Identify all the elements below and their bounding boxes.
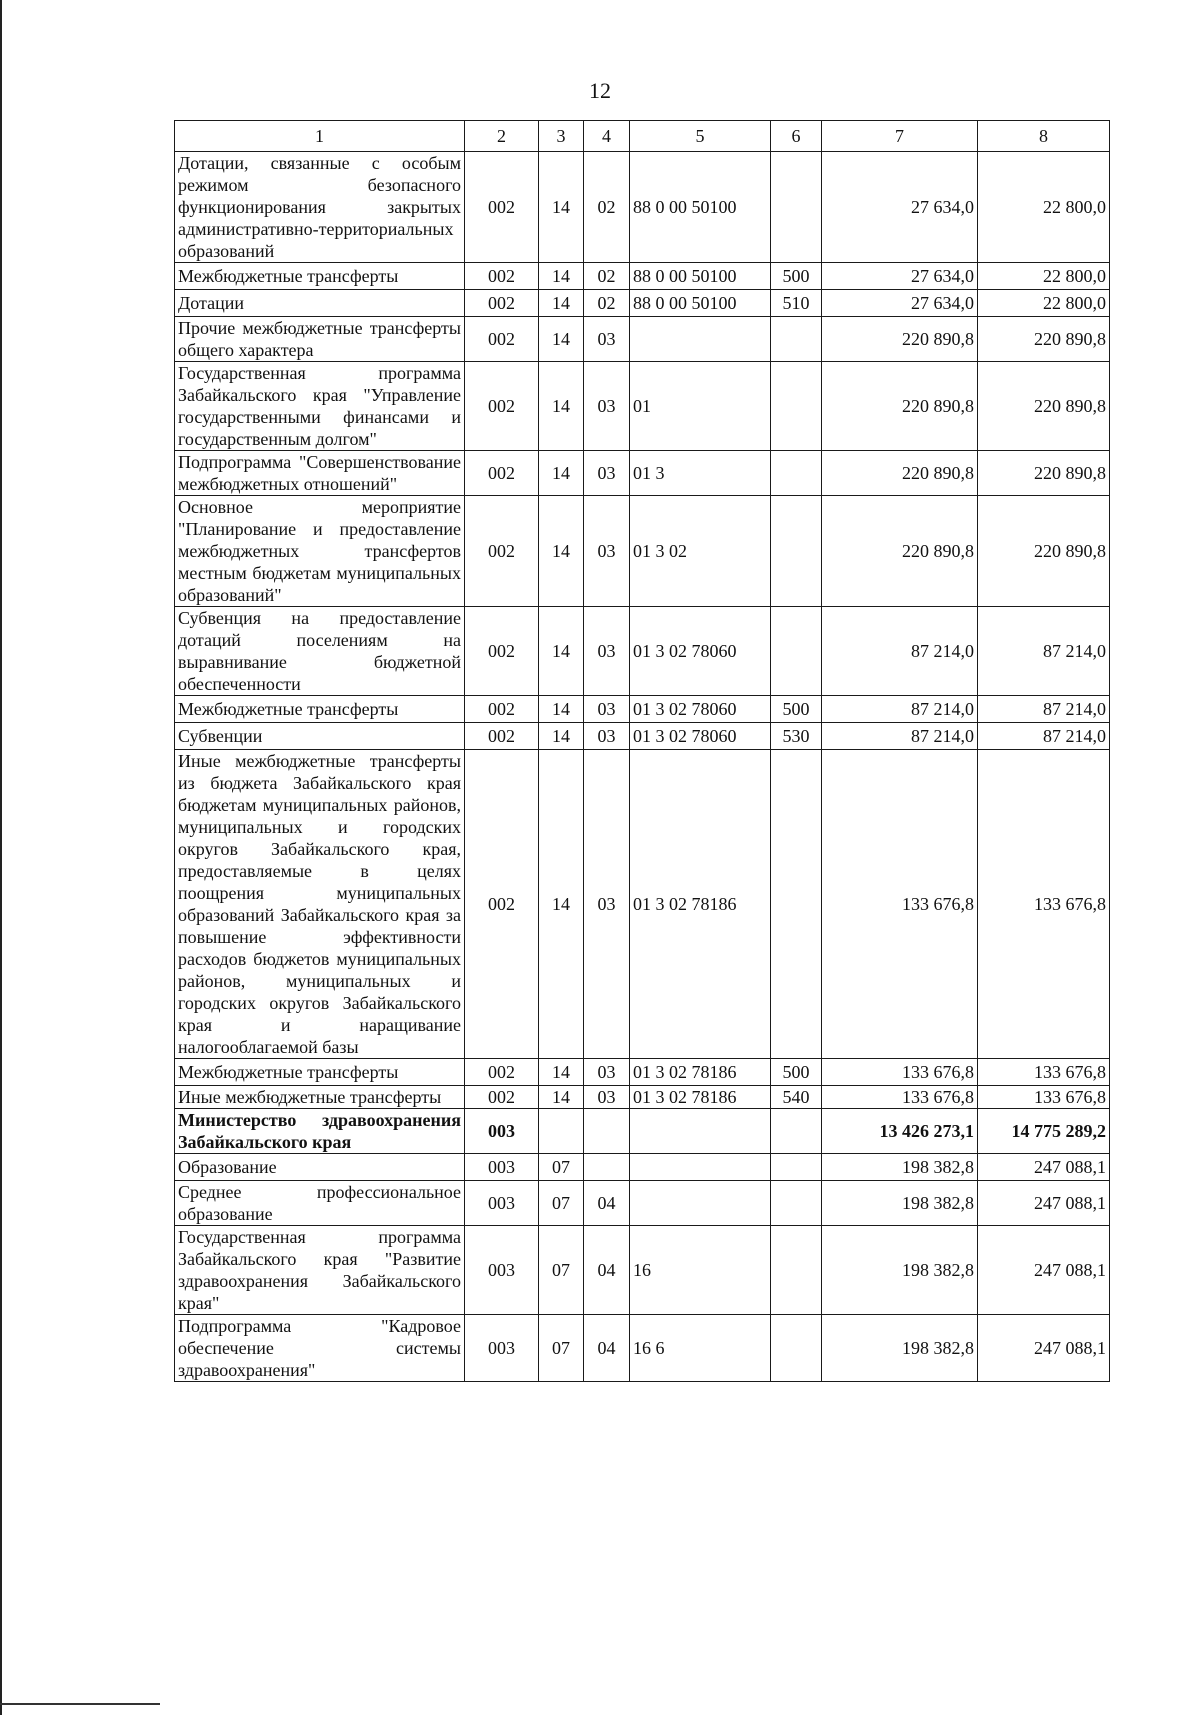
subsection-cell: 03	[584, 696, 630, 723]
ministry-code-cell: 002	[465, 263, 539, 290]
amount-year1-cell: 220 890,8	[822, 496, 978, 607]
row-name-cell: Государственная программа Забайкальского края "Развитие здравоохранения Забайкальского края"	[175, 1226, 465, 1315]
target-article-cell: 88 0 00 50100	[630, 263, 771, 290]
ministry-code-cell: 003	[465, 1181, 539, 1226]
ministry-code-cell: 002	[465, 723, 539, 750]
amount-year2-cell: 220 890,8	[978, 317, 1110, 362]
amount-year2-cell: 220 890,8	[978, 496, 1110, 607]
amount-year2-cell: 247 088,1	[978, 1226, 1110, 1315]
ministry-code-cell: 002	[465, 152, 539, 263]
expense-type-cell	[771, 451, 822, 496]
amount-year2-cell: 87 214,0	[978, 723, 1110, 750]
section-cell: 07	[539, 1154, 584, 1181]
amount-year2-cell: 87 214,0	[978, 696, 1110, 723]
target-article-cell: 88 0 00 50100	[630, 290, 771, 317]
row-name-cell: Подпрограмма "Кадровое обеспечение системы здравоохранения"	[175, 1315, 465, 1382]
row-name-cell: Прочие межбюджетные трансферты общего характера	[175, 317, 465, 362]
amount-year1-cell: 27 634,0	[822, 263, 978, 290]
table-row	[175, 1154, 1110, 1181]
target-article-cell: 01 3 02 78186	[630, 1086, 771, 1109]
amount-year2-cell: 87 214,0	[978, 607, 1110, 696]
ministry-code-cell: 002	[465, 317, 539, 362]
ministry-code-cell: 002	[465, 1086, 539, 1109]
expense-type-cell	[771, 1154, 822, 1181]
ministry-code-cell: 003	[465, 1109, 539, 1154]
expense-type-cell	[771, 1109, 822, 1154]
subsection-cell: 03	[584, 317, 630, 362]
expense-type-cell: 500	[771, 263, 822, 290]
section-cell: 14	[539, 317, 584, 362]
row-name-cell: Дотации, связанные с особым режимом безопасного функционирования закрытых административно-территориальных образований	[175, 152, 465, 263]
expense-type-cell	[771, 1315, 822, 1382]
amount-year2-cell: 22 800,0	[978, 152, 1110, 263]
header-cell: 6	[771, 121, 822, 152]
expense-type-cell: 530	[771, 723, 822, 750]
table-row	[175, 1226, 1110, 1315]
section-cell: 14	[539, 696, 584, 723]
amount-year2-cell: 14 775 289,2	[978, 1109, 1110, 1154]
bottom-margin-rule	[0, 1703, 160, 1705]
target-article-cell: 88 0 00 50100	[630, 152, 771, 263]
table-row	[175, 317, 1110, 362]
ministry-code-cell: 003	[465, 1315, 539, 1382]
ministry-code-cell: 002	[465, 696, 539, 723]
row-name-cell: Субвенции	[175, 723, 465, 750]
expense-type-cell	[771, 362, 822, 451]
target-article-cell: 01 3 02	[630, 496, 771, 607]
subsection-cell: 03	[584, 451, 630, 496]
row-name-cell: Дотации	[175, 290, 465, 317]
target-article-cell: 01 3	[630, 451, 771, 496]
ministry-code-cell: 003	[465, 1154, 539, 1181]
target-article-cell: 16	[630, 1226, 771, 1315]
row-name-cell: Субвенция на предоставление дотаций поселениям на выравнивание бюджетной обеспеченности	[175, 607, 465, 696]
target-article-cell	[630, 1181, 771, 1226]
amount-year1-cell: 13 426 273,1	[822, 1109, 978, 1154]
table-row	[175, 496, 1110, 607]
subsection-cell: 03	[584, 750, 630, 1059]
amount-year2-cell: 220 890,8	[978, 451, 1110, 496]
row-name-cell: Иные межбюджетные трансферты из бюджета Забайкальского края бюджетам муниципальных районов, муниципальных и городских округов Забайкальского края, предоставляемые в целях поощрения муниципальных образований Забайкальского края за повышение эффективности расходов бюджетов муниципальных районов, муниципальных и городских округов Забайкальского края и наращивание налогооблагаемой базы	[175, 750, 465, 1059]
expense-type-cell	[771, 317, 822, 362]
subsection-cell	[584, 1154, 630, 1181]
target-article-cell: 16 6	[630, 1315, 771, 1382]
table-row	[175, 696, 1110, 723]
subsection-cell: 03	[584, 1059, 630, 1086]
target-article-cell: 01 3 02 78186	[630, 750, 771, 1059]
row-name-cell: Министерство здравоохранения Забайкальского края	[175, 1109, 465, 1154]
amount-year2-cell: 247 088,1	[978, 1181, 1110, 1226]
table-row	[175, 362, 1110, 451]
expense-type-cell	[771, 1226, 822, 1315]
table-row	[175, 1059, 1110, 1086]
table-row	[175, 152, 1110, 263]
subsection-cell: 04	[584, 1315, 630, 1382]
row-name-cell: Основное мероприятие "Планирование и предоставление межбюджетных трансфертов местным бюджетам муниципальных образований"	[175, 496, 465, 607]
expense-type-cell: 540	[771, 1086, 822, 1109]
table-row	[175, 1315, 1110, 1382]
ministry-code-cell: 002	[465, 451, 539, 496]
amount-year1-cell: 220 890,8	[822, 317, 978, 362]
subsection-cell: 02	[584, 152, 630, 263]
table-row	[175, 607, 1110, 696]
amount-year2-cell: 220 890,8	[978, 362, 1110, 451]
amount-year2-cell: 133 676,8	[978, 1059, 1110, 1086]
ministry-code-cell: 003	[465, 1226, 539, 1315]
amount-year1-cell: 87 214,0	[822, 607, 978, 696]
amount-year1-cell: 198 382,8	[822, 1181, 978, 1226]
table-row	[175, 750, 1110, 1059]
header-cell: 8	[978, 121, 1110, 152]
target-article-cell: 01 3 02 78060	[630, 723, 771, 750]
header-cell: 7	[822, 121, 978, 152]
section-cell: 14	[539, 607, 584, 696]
section-cell: 14	[539, 290, 584, 317]
section-cell: 14	[539, 1059, 584, 1086]
table-row	[175, 723, 1110, 750]
target-article-cell: 01 3 02 78186	[630, 1059, 771, 1086]
subsection-cell: 02	[584, 263, 630, 290]
row-name-cell: Межбюджетные трансферты	[175, 263, 465, 290]
amount-year1-cell: 198 382,8	[822, 1315, 978, 1382]
amount-year2-cell: 247 088,1	[978, 1315, 1110, 1382]
table-row	[175, 290, 1110, 317]
amount-year1-cell: 220 890,8	[822, 451, 978, 496]
subsection-cell	[584, 1109, 630, 1154]
subsection-cell: 03	[584, 1086, 630, 1109]
amount-year1-cell: 87 214,0	[822, 696, 978, 723]
target-article-cell: 01 3 02 78060	[630, 696, 771, 723]
section-cell: 14	[539, 362, 584, 451]
ministry-code-cell: 002	[465, 1059, 539, 1086]
left-margin-rule	[0, 0, 2, 1715]
section-cell: 14	[539, 1086, 584, 1109]
row-name-cell: Среднее профессиональное образование	[175, 1181, 465, 1226]
subsection-cell: 03	[584, 723, 630, 750]
amount-year1-cell: 27 634,0	[822, 152, 978, 263]
ministry-code-cell: 002	[465, 290, 539, 317]
target-article-cell: 01	[630, 362, 771, 451]
ministry-code-cell: 002	[465, 362, 539, 451]
amount-year2-cell: 22 800,0	[978, 290, 1110, 317]
row-name-cell: Иные межбюджетные трансферты	[175, 1086, 465, 1109]
amount-year1-cell: 133 676,8	[822, 1086, 978, 1109]
amount-year1-cell: 87 214,0	[822, 723, 978, 750]
page-number: 12	[589, 78, 611, 103]
section-cell	[539, 1109, 584, 1154]
subsection-cell: 04	[584, 1181, 630, 1226]
header-cell: 5	[630, 121, 771, 152]
section-cell: 14	[539, 451, 584, 496]
section-cell: 14	[539, 750, 584, 1059]
amount-year1-cell: 27 634,0	[822, 290, 978, 317]
subsection-cell: 03	[584, 607, 630, 696]
section-cell: 07	[539, 1315, 584, 1382]
expense-type-cell	[771, 152, 822, 263]
header-cell: 2	[465, 121, 539, 152]
expense-type-cell	[771, 750, 822, 1059]
target-article-cell: 01 3 02 78060	[630, 607, 771, 696]
table-row	[175, 1086, 1110, 1109]
row-name-cell: Подпрограмма "Совершенствование межбюджетных отношений"	[175, 451, 465, 496]
header-cell: 4	[584, 121, 630, 152]
row-name-cell: Межбюджетные трансферты	[175, 696, 465, 723]
ministry-code-cell: 002	[465, 607, 539, 696]
table-row	[175, 263, 1110, 290]
target-article-cell	[630, 317, 771, 362]
header-row	[175, 121, 1110, 152]
table-row	[175, 451, 1110, 496]
amount-year2-cell: 247 088,1	[978, 1154, 1110, 1181]
row-name-cell: Межбюджетные трансферты	[175, 1059, 465, 1086]
amount-year1-cell: 220 890,8	[822, 362, 978, 451]
header-cell: 1	[175, 121, 465, 152]
subsection-cell: 04	[584, 1226, 630, 1315]
amount-year1-cell: 133 676,8	[822, 1059, 978, 1086]
section-cell: 14	[539, 723, 584, 750]
header-cell: 3	[539, 121, 584, 152]
section-cell: 07	[539, 1226, 584, 1315]
table-row	[175, 1109, 1110, 1154]
ministry-code-cell: 002	[465, 496, 539, 607]
amount-year2-cell: 133 676,8	[978, 750, 1110, 1059]
amount-year1-cell: 133 676,8	[822, 750, 978, 1059]
amount-year1-cell: 198 382,8	[822, 1226, 978, 1315]
target-article-cell	[630, 1154, 771, 1181]
expense-type-cell	[771, 1181, 822, 1226]
expense-type-cell: 500	[771, 1059, 822, 1086]
subsection-cell: 02	[584, 290, 630, 317]
target-article-cell	[630, 1109, 771, 1154]
subsection-cell: 03	[584, 496, 630, 607]
section-cell: 14	[539, 152, 584, 263]
budget-table	[174, 120, 1110, 1382]
expense-type-cell	[771, 607, 822, 696]
row-name-cell: Образование	[175, 1154, 465, 1181]
section-cell: 14	[539, 263, 584, 290]
row-name-cell: Государственная программа Забайкальского края "Управление государственными финансами и государственным долгом"	[175, 362, 465, 451]
section-cell: 07	[539, 1181, 584, 1226]
expense-type-cell	[771, 496, 822, 607]
expense-type-cell: 510	[771, 290, 822, 317]
amount-year2-cell: 133 676,8	[978, 1086, 1110, 1109]
amount-year1-cell: 198 382,8	[822, 1154, 978, 1181]
amount-year2-cell: 22 800,0	[978, 263, 1110, 290]
subsection-cell: 03	[584, 362, 630, 451]
expense-type-cell: 500	[771, 696, 822, 723]
section-cell: 14	[539, 496, 584, 607]
ministry-code-cell: 002	[465, 750, 539, 1059]
table-row	[175, 1181, 1110, 1226]
